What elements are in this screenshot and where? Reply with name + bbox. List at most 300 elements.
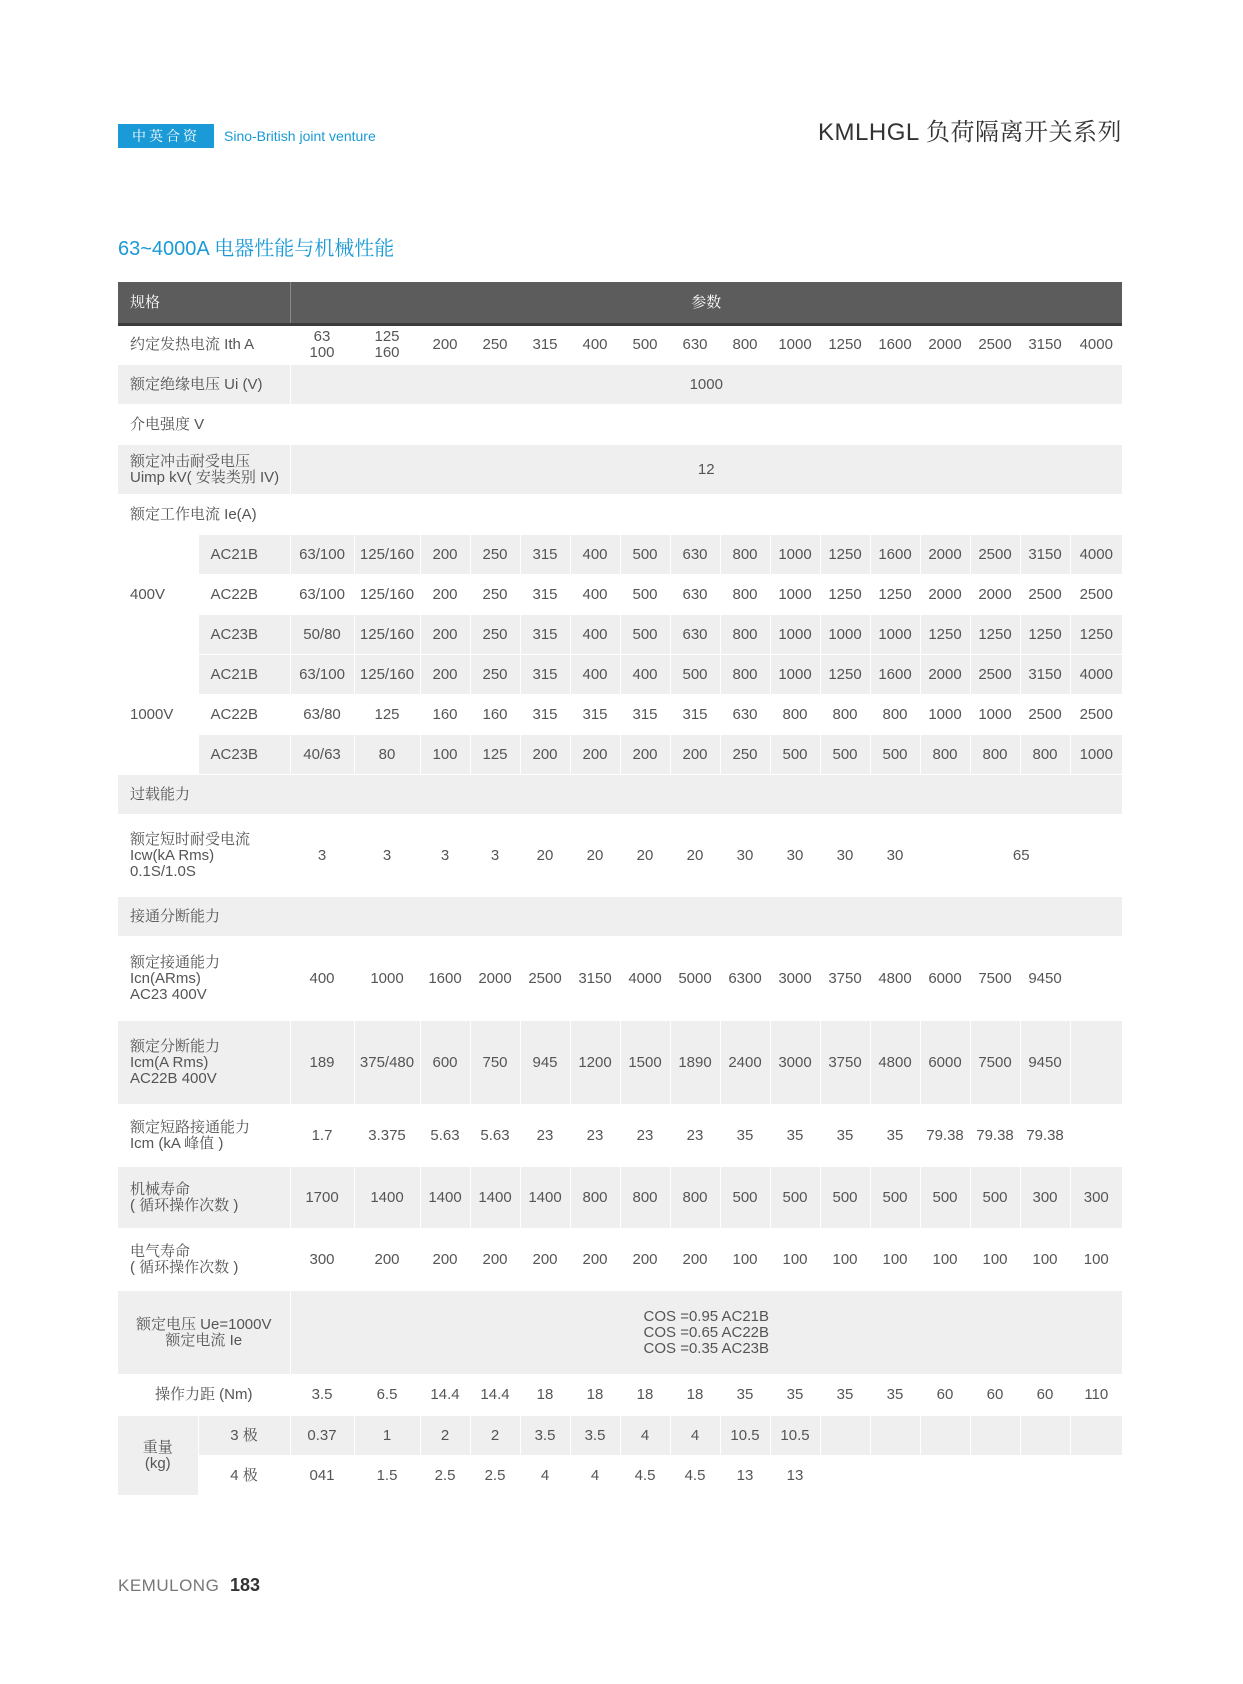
category-label: AC21B bbox=[198, 535, 290, 575]
row-label: 约定发热电流 Ith A bbox=[118, 325, 290, 365]
value-cell bbox=[1070, 1456, 1122, 1496]
category-label: AC22B bbox=[198, 575, 290, 615]
value-cell: 160 bbox=[420, 695, 470, 735]
value-cell: 315 bbox=[570, 695, 620, 735]
value-cell: 250 bbox=[470, 655, 520, 695]
category-label: AC23B bbox=[198, 615, 290, 655]
value-cell: 250 bbox=[720, 735, 770, 775]
value-cell: 500 bbox=[620, 575, 670, 615]
value-cell: 2000 bbox=[920, 325, 970, 365]
value-cell: 315 bbox=[520, 615, 570, 655]
value-cell: 63/100 bbox=[290, 535, 354, 575]
merged-value: 12 bbox=[697, 460, 715, 478]
value-cell: 1890 bbox=[670, 1021, 720, 1105]
value-cell bbox=[1070, 1021, 1122, 1105]
value-cell: 315 bbox=[520, 695, 570, 735]
table-row bbox=[118, 1291, 1122, 1375]
value-cell: 3750 bbox=[820, 937, 870, 1021]
value-cell: 200 bbox=[570, 735, 620, 775]
value-cell: 2500 bbox=[970, 535, 1020, 575]
value-cell: 315 bbox=[620, 695, 670, 735]
section-label: 过载能力 bbox=[130, 785, 191, 803]
value-cell: 4 bbox=[620, 1416, 670, 1456]
value-cell: 3.375 bbox=[354, 1105, 420, 1167]
table-row bbox=[118, 897, 1122, 937]
value-cell: 3150 bbox=[570, 937, 620, 1021]
table-row bbox=[118, 655, 1122, 695]
value-cell: 2 bbox=[420, 1416, 470, 1456]
table-row bbox=[118, 1416, 1122, 1456]
table-row bbox=[118, 1021, 1122, 1105]
value-cell: 630 bbox=[670, 325, 720, 365]
value-cell: 1250 bbox=[820, 325, 870, 365]
value-cell: 23 bbox=[520, 1105, 570, 1167]
value-cell: 315 bbox=[520, 325, 570, 365]
value-cell: 60 bbox=[970, 1375, 1020, 1416]
value-cell: 23 bbox=[620, 1105, 670, 1167]
value-cell: 800 bbox=[720, 655, 770, 695]
value-cell: 7500 bbox=[970, 937, 1020, 1021]
table-row bbox=[118, 365, 1122, 405]
value-cell: 200 bbox=[420, 535, 470, 575]
value-cell: 800 bbox=[720, 325, 770, 365]
value-cell: 9450 bbox=[1020, 1021, 1070, 1105]
value-cell: 125/160 bbox=[354, 575, 420, 615]
value-cell: 3 bbox=[470, 815, 520, 897]
value-cell: 5.63 bbox=[470, 1105, 520, 1167]
value-cell: 1400 bbox=[420, 1167, 470, 1229]
value-cell: 125/160 bbox=[354, 535, 420, 575]
value-cell: 300 bbox=[1083, 1188, 1109, 1206]
value-cell: 500 bbox=[620, 535, 670, 575]
table-row bbox=[118, 1167, 1122, 1229]
value-cell: 945 bbox=[520, 1021, 570, 1105]
value-cell: 400 bbox=[570, 615, 620, 655]
value-cell: 250 bbox=[470, 615, 520, 655]
value-cell: 2000 bbox=[970, 575, 1020, 615]
value-cell: 500 bbox=[620, 325, 670, 365]
value-cell: 1250 bbox=[820, 655, 870, 695]
value-cell: 60 bbox=[920, 1375, 970, 1416]
footer-brand: KEMULONG bbox=[118, 1576, 220, 1595]
value-cell: 200 bbox=[620, 735, 670, 775]
value-cell: 800 bbox=[670, 1167, 720, 1229]
value-cell: 160 bbox=[470, 695, 520, 735]
section-title: 63~4000A 电器性能与机械性能 bbox=[118, 238, 395, 260]
value-cell: 3 bbox=[290, 815, 354, 897]
value-cell: 3.5 bbox=[570, 1416, 620, 1456]
value-cell bbox=[870, 1456, 920, 1496]
value-cell: 2000 bbox=[470, 937, 520, 1021]
value-cell: 250 bbox=[470, 575, 520, 615]
value-cell: 13 bbox=[770, 1456, 820, 1496]
value-cell: 63/100 bbox=[290, 575, 354, 615]
value-cell: 500 bbox=[820, 1167, 870, 1229]
value-cell: 1000 bbox=[970, 695, 1020, 735]
table-row bbox=[118, 775, 1122, 815]
value-cell: 18 bbox=[620, 1375, 670, 1416]
value-cell: 3150 bbox=[1020, 655, 1070, 695]
value-cell: 35 bbox=[820, 1105, 870, 1167]
merged-value: 1000 bbox=[689, 375, 723, 393]
value-cell: 100 bbox=[720, 1229, 770, 1291]
value-cell: 125 bbox=[354, 695, 420, 735]
value-cell: 0.37 bbox=[290, 1416, 354, 1456]
value-cell: 100 bbox=[970, 1229, 1020, 1291]
value-cell bbox=[920, 1416, 970, 1456]
value-cell: 79.38 bbox=[970, 1105, 1020, 1167]
value-cell: 2500 bbox=[1020, 575, 1070, 615]
value-cell bbox=[820, 1416, 870, 1456]
row-label: 额定分断能力 Icm(A Rms) AC22B 400V bbox=[118, 1021, 290, 1105]
value-cell: 3150 bbox=[1020, 535, 1070, 575]
value-cell: 2 bbox=[470, 1416, 520, 1456]
value-cell: 1 bbox=[354, 1416, 420, 1456]
value-cell: 200 bbox=[420, 575, 470, 615]
category-label: AC23B bbox=[198, 735, 290, 775]
value-cell: 1250 bbox=[1020, 615, 1070, 655]
value-cell: 9450 bbox=[1020, 937, 1070, 1021]
value-cell: 200 bbox=[420, 615, 470, 655]
value-cell: 800 bbox=[720, 615, 770, 655]
voltage-label: 400V bbox=[118, 535, 198, 655]
value-cell: 80 bbox=[354, 735, 420, 775]
value-cell: 30 bbox=[820, 815, 870, 897]
value-cell: 110 bbox=[1084, 1386, 1109, 1403]
value-cell: 35 bbox=[720, 1375, 770, 1416]
value-cell: 3 bbox=[354, 815, 420, 897]
value-cell: 100 bbox=[1020, 1229, 1070, 1291]
table-row bbox=[118, 1375, 1122, 1416]
value-cell: 35 bbox=[720, 1105, 770, 1167]
value-cell: 1250 bbox=[870, 575, 920, 615]
value-cell: 500 bbox=[870, 1167, 920, 1229]
voltage-label: 1000V bbox=[118, 655, 198, 775]
value-cell: 3000 bbox=[770, 937, 820, 1021]
value-cell: 630 bbox=[670, 575, 720, 615]
value-cell: 125/160 bbox=[354, 615, 420, 655]
value-cell: 7500 bbox=[970, 1021, 1020, 1105]
value-cell: 500 bbox=[620, 615, 670, 655]
value-cell: 800 bbox=[970, 735, 1020, 775]
value-cell bbox=[920, 1456, 970, 1496]
value-cell: 200 bbox=[520, 1229, 570, 1291]
merged-value bbox=[290, 405, 1122, 445]
value-cell: 6300 bbox=[720, 937, 770, 1021]
header-spec: 规格 bbox=[118, 282, 290, 325]
value-cell: 400 bbox=[620, 655, 670, 695]
value-cell: 1250 bbox=[920, 615, 970, 655]
value-cell: 100 bbox=[870, 1229, 920, 1291]
value-cell: 2500 bbox=[1079, 585, 1113, 603]
value-cell: 1250 bbox=[1079, 625, 1113, 643]
spec-table bbox=[118, 282, 1122, 1496]
header-tagline: Sino-British joint venture bbox=[224, 128, 376, 144]
value-cell: 2400 bbox=[720, 1021, 770, 1105]
value-cell: 200 bbox=[570, 1229, 620, 1291]
value-cell: 630 bbox=[670, 615, 720, 655]
value-cell: 200 bbox=[620, 1229, 670, 1291]
value-cell: 2500 bbox=[520, 937, 570, 1021]
value-cell: 13 bbox=[720, 1456, 770, 1496]
value-cell: 315 bbox=[520, 655, 570, 695]
value-cell: 30 bbox=[770, 815, 820, 897]
value-cell: 79.38 bbox=[920, 1105, 970, 1167]
page-title: KMLHGL 负荷隔离开关系列 bbox=[818, 119, 1122, 146]
value-cell: 4 bbox=[670, 1416, 720, 1456]
value-cell: 63/80 bbox=[290, 695, 354, 735]
value-cell: 2500 bbox=[1079, 705, 1113, 723]
value-cell: 20 bbox=[620, 815, 670, 897]
value-cell bbox=[1070, 1105, 1122, 1167]
value-cell: 18 bbox=[670, 1375, 720, 1416]
value-cell: 315 bbox=[670, 695, 720, 735]
value-cell: 800 bbox=[570, 1167, 620, 1229]
value-cell: 2000 bbox=[920, 655, 970, 695]
value-cell: 750 bbox=[470, 1021, 520, 1105]
value-cell bbox=[1070, 1416, 1122, 1456]
value-cell: 4.5 bbox=[620, 1456, 670, 1496]
value-cell: 1000 bbox=[770, 655, 820, 695]
value-cell: 20 bbox=[670, 815, 720, 897]
value-cell: 1250 bbox=[820, 575, 870, 615]
value-cell: 800 bbox=[720, 535, 770, 575]
value-cell: 3000 bbox=[770, 1021, 820, 1105]
value-cell: 400 bbox=[290, 937, 354, 1021]
value-cell: 125 bbox=[470, 735, 520, 775]
value-cell: 35 bbox=[870, 1375, 920, 1416]
value-cell: 1600 bbox=[870, 535, 920, 575]
value-cell: 400 bbox=[570, 535, 620, 575]
value-cell: 200 bbox=[470, 1229, 520, 1291]
value-cell: 189 bbox=[290, 1021, 354, 1105]
value-cell: 100 bbox=[770, 1229, 820, 1291]
value-cell: 63/100 bbox=[290, 655, 354, 695]
value-cell: 500 bbox=[720, 1167, 770, 1229]
value-cell: 4000 bbox=[1079, 665, 1113, 683]
merged-value: 65 bbox=[1012, 846, 1030, 864]
header-params: 参数 bbox=[290, 282, 1122, 325]
value-cell: 2500 bbox=[1020, 695, 1070, 735]
value-cell: 100 bbox=[820, 1229, 870, 1291]
row-label: 机械寿命 ( 循环操作次数 ) bbox=[118, 1167, 290, 1229]
value-cell: 2000 bbox=[920, 535, 970, 575]
value-cell: 1000 bbox=[770, 325, 820, 365]
value-cell: 1500 bbox=[620, 1021, 670, 1105]
value-cell: 1000 bbox=[870, 615, 920, 655]
category-label: AC21B bbox=[198, 655, 290, 695]
value-cell: 200 bbox=[670, 735, 720, 775]
value-cell: 2.5 bbox=[470, 1456, 520, 1496]
table-row bbox=[118, 1105, 1122, 1167]
value-cell: 200 bbox=[670, 1229, 720, 1291]
row-label: 额定绝缘电压 Ui (V) bbox=[118, 365, 290, 405]
category-label: 4 极 bbox=[198, 1456, 290, 1496]
value-cell: 1250 bbox=[820, 535, 870, 575]
value-cell: 800 bbox=[620, 1167, 670, 1229]
header-badge: 中英合资 bbox=[118, 124, 214, 148]
value-cell bbox=[1020, 1416, 1070, 1456]
table-row bbox=[118, 695, 1122, 735]
value-cell: 800 bbox=[920, 735, 970, 775]
value-cell: 1400 bbox=[470, 1167, 520, 1229]
value-cell: 63 100 bbox=[290, 325, 354, 365]
value-cell: 200 bbox=[420, 1229, 470, 1291]
value-cell: 500 bbox=[820, 735, 870, 775]
value-cell: 20 bbox=[570, 815, 620, 897]
value-cell: 1000 bbox=[354, 937, 420, 1021]
value-cell: 630 bbox=[720, 695, 770, 735]
value-cell: 1700 bbox=[290, 1167, 354, 1229]
value-cell: 100 bbox=[920, 1229, 970, 1291]
value-cell: 60 bbox=[1020, 1375, 1070, 1416]
value-cell: 200 bbox=[420, 325, 470, 365]
row-label: 介电强度 V bbox=[118, 405, 290, 445]
value-cell: 250 bbox=[470, 325, 520, 365]
value-cell: 100 bbox=[1083, 1250, 1109, 1268]
value-cell: 400 bbox=[570, 655, 620, 695]
value-cell: 5000 bbox=[670, 937, 720, 1021]
value-cell: 4800 bbox=[870, 1021, 920, 1105]
value-cell: 79.38 bbox=[1020, 1105, 1070, 1167]
value-cell: 315 bbox=[520, 535, 570, 575]
table-row bbox=[118, 495, 1122, 535]
value-cell: 40/63 bbox=[290, 735, 354, 775]
value-cell: 35 bbox=[820, 1375, 870, 1416]
value-cell: 500 bbox=[870, 735, 920, 775]
value-cell: 500 bbox=[770, 735, 820, 775]
value-cell: 50/80 bbox=[290, 615, 354, 655]
value-cell: 4 bbox=[570, 1456, 620, 1496]
table-row bbox=[118, 405, 1122, 445]
category-label: 3 极 bbox=[198, 1416, 290, 1456]
value-cell bbox=[1070, 937, 1122, 1021]
value-cell: 23 bbox=[670, 1105, 720, 1167]
value-cell: 6000 bbox=[920, 937, 970, 1021]
value-cell: 500 bbox=[770, 1167, 820, 1229]
value-cell: 3.5 bbox=[290, 1375, 354, 1416]
value-cell: 4.5 bbox=[670, 1456, 720, 1496]
value-cell: 2500 bbox=[970, 655, 1020, 695]
row-label: 额定短路接通能力 Icm (kA 峰值 ) bbox=[118, 1105, 290, 1167]
value-cell: 800 bbox=[770, 695, 820, 735]
value-cell: 1250 bbox=[970, 615, 1020, 655]
value-cell bbox=[970, 1456, 1020, 1496]
category-label: AC22B bbox=[198, 695, 290, 735]
value-cell: 400 bbox=[570, 325, 620, 365]
table-row bbox=[118, 535, 1122, 575]
table-row bbox=[118, 735, 1122, 775]
value-cell: 500 bbox=[920, 1167, 970, 1229]
value-cell: 35 bbox=[870, 1105, 920, 1167]
value-cell: 1600 bbox=[870, 655, 920, 695]
value-cell: 4 bbox=[520, 1456, 570, 1496]
value-cell: 23 bbox=[570, 1105, 620, 1167]
row-label: 电气寿命 ( 循环操作次数 ) bbox=[118, 1229, 290, 1291]
weight-label: 重量 (kg) bbox=[118, 1416, 198, 1496]
value-cell: 3 bbox=[420, 815, 470, 897]
value-cell: 3.5 bbox=[520, 1416, 570, 1456]
value-cell: 1200 bbox=[570, 1021, 620, 1105]
value-cell: 200 bbox=[354, 1229, 420, 1291]
value-cell: 500 bbox=[670, 655, 720, 695]
value-cell: 1.7 bbox=[290, 1105, 354, 1167]
page-number: 183 bbox=[230, 1575, 261, 1595]
value-cell: 500 bbox=[970, 1167, 1020, 1229]
value-cell: 20 bbox=[520, 815, 570, 897]
value-cell: 800 bbox=[720, 575, 770, 615]
section-label: 额定工作电流 Ie(A) bbox=[130, 505, 257, 523]
value-cell: 125 160 bbox=[354, 325, 420, 365]
table-row bbox=[118, 445, 1122, 495]
value-cell: 200 bbox=[520, 735, 570, 775]
value-cell: 1400 bbox=[520, 1167, 570, 1229]
value-cell: 14.4 bbox=[420, 1375, 470, 1416]
merged-value: COS =0.95 AC21B COS =0.65 AC22B COS =0.35 AC23B bbox=[643, 1307, 770, 1357]
table-row bbox=[118, 1229, 1122, 1291]
value-cell: 3150 bbox=[1020, 325, 1070, 365]
table-row bbox=[118, 937, 1122, 1021]
table-row bbox=[118, 615, 1122, 655]
value-cell: 6000 bbox=[920, 1021, 970, 1105]
value-cell: 1000 bbox=[770, 615, 820, 655]
value-cell: 2.5 bbox=[420, 1456, 470, 1496]
value-cell: 375/480 bbox=[354, 1021, 420, 1105]
value-cell: 10.5 bbox=[770, 1416, 820, 1456]
value-cell: 6.5 bbox=[354, 1375, 420, 1416]
value-cell: 4800 bbox=[870, 937, 920, 1021]
row-label: 额定电压 Ue=1000V 额定电流 Ie bbox=[118, 1291, 290, 1375]
value-cell: 1000 bbox=[770, 575, 820, 615]
value-cell: 125/160 bbox=[354, 655, 420, 695]
value-cell: 1.5 bbox=[354, 1456, 420, 1496]
value-cell: 10.5 bbox=[720, 1416, 770, 1456]
value-cell: 30 bbox=[870, 815, 920, 897]
value-cell: 4000 bbox=[620, 937, 670, 1021]
value-cell: 2500 bbox=[970, 325, 1020, 365]
section-label: 接通分断能力 bbox=[130, 907, 221, 925]
table-row bbox=[118, 325, 1122, 365]
value-cell: 1600 bbox=[870, 325, 920, 365]
value-cell: 1000 bbox=[770, 535, 820, 575]
value-cell bbox=[870, 1416, 920, 1456]
value-cell: 800 bbox=[820, 695, 870, 735]
value-cell: 800 bbox=[1020, 735, 1070, 775]
value-cell: 1000 bbox=[920, 695, 970, 735]
row-label: 额定接通能力 Icn(ARms) AC23 400V bbox=[118, 937, 290, 1021]
row-label: 额定冲击耐受电压 Uimp kV( 安装类别 IV) bbox=[118, 445, 290, 495]
value-cell: 1600 bbox=[420, 937, 470, 1021]
value-cell: 300 bbox=[290, 1229, 354, 1291]
value-cell: 250 bbox=[470, 535, 520, 575]
value-cell: 600 bbox=[420, 1021, 470, 1105]
value-cell: 14.4 bbox=[470, 1375, 520, 1416]
row-label: 额定短时耐受电流 Icw(kA Rms) 0.1S/1.0S bbox=[118, 815, 290, 897]
value-cell: 18 bbox=[520, 1375, 570, 1416]
value-cell: 300 bbox=[1020, 1167, 1070, 1229]
row-label: 操作力距 (Nm) bbox=[118, 1375, 290, 1416]
value-cell bbox=[820, 1456, 870, 1496]
value-cell: 1000 bbox=[1079, 745, 1113, 763]
value-cell: 3750 bbox=[820, 1021, 870, 1105]
value-cell: 18 bbox=[570, 1375, 620, 1416]
value-cell: 4000 bbox=[1079, 545, 1113, 563]
value-cell: 1000 bbox=[820, 615, 870, 655]
value-cell: 630 bbox=[670, 535, 720, 575]
table-row bbox=[118, 815, 1122, 897]
value-cell bbox=[1020, 1456, 1070, 1496]
value-cell: 400 bbox=[570, 575, 620, 615]
